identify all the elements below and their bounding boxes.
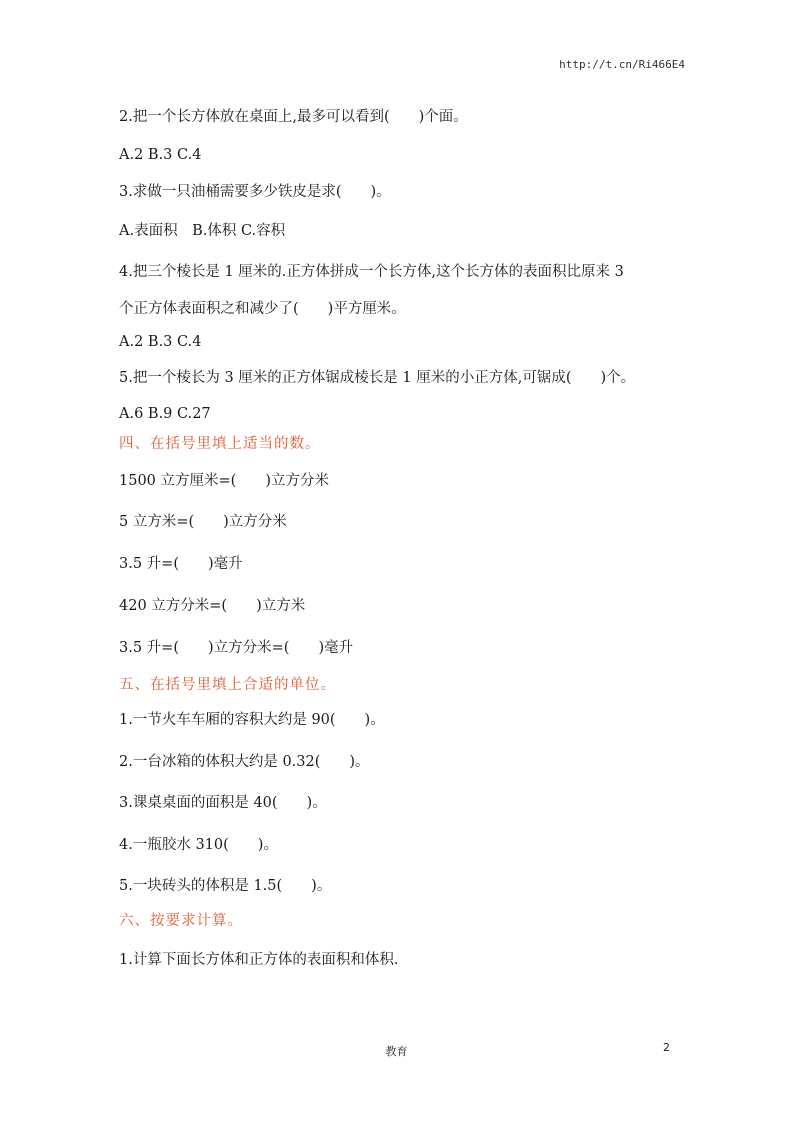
question-2-mc: 2.把一个长方体放在桌面上,最多可以看到( )个面。 [119,109,468,125]
question-3-mc: 3.求做一只油桶需要多少铁皮是求( )。 [119,184,391,200]
fill-item-5: 3.5 升=( )立方分米=( )毫升 [119,640,354,656]
unit-item-2: 2.一台冰箱的体积大约是 0.32( )。 [119,754,370,770]
question-4-mc-line2: 个正方体表面积之和减少了( )平方厘米。 [119,301,406,317]
unit-item-4: 4.一瓶胶水 310( )。 [119,837,278,853]
fill-item-4: 420 立方分米=( )立方米 [119,598,306,614]
fill-item-2: 5 立方米=( )立方分米 [119,514,287,530]
question-4-mc-line1: 4.把三个棱长是 1 厘米的.正方体拼成一个长方体,这个长方体的表面积比原来 3 [119,264,624,280]
question-2-options: A.2 B.3 C.4 [119,147,202,163]
section-6-heading: 六、按要求计算。 [119,913,243,929]
calc-item-1: 1.计算下面长方体和正方体的表面积和体积. [119,952,399,968]
section-4-heading: 四、在括号里填上适当的数。 [119,436,321,452]
footer-label: 教育 [385,1045,408,1058]
unit-item-3: 3.课桌桌面的面积是 40( )。 [119,795,327,811]
header-url: http://t.cn/Ri466E4 [559,58,685,71]
unit-item-1: 1.一节火车车厢的容积大约是 90( )。 [119,712,385,728]
page-number: 2 [663,1041,670,1054]
fill-item-3: 3.5 升=( )毫升 [119,556,243,572]
question-5-options: A.6 B.9 C.27 [119,406,211,422]
section-5-heading: 五、在括号里填上合适的单位。 [119,677,336,693]
unit-item-5: 5.一块砖头的体积是 1.5( )。 [119,878,332,894]
fill-item-1: 1500 立方厘米=( )立方分米 [119,473,329,489]
question-5-mc: 5.把一个棱长为 3 厘米的正方体锯成棱长是 1 厘米的小正方体,可锯成( )个。 [119,370,636,386]
question-4-options: A.2 B.3 C.4 [119,334,202,350]
question-3-options: A.表面积 B.体积 C.容积 [119,223,286,239]
